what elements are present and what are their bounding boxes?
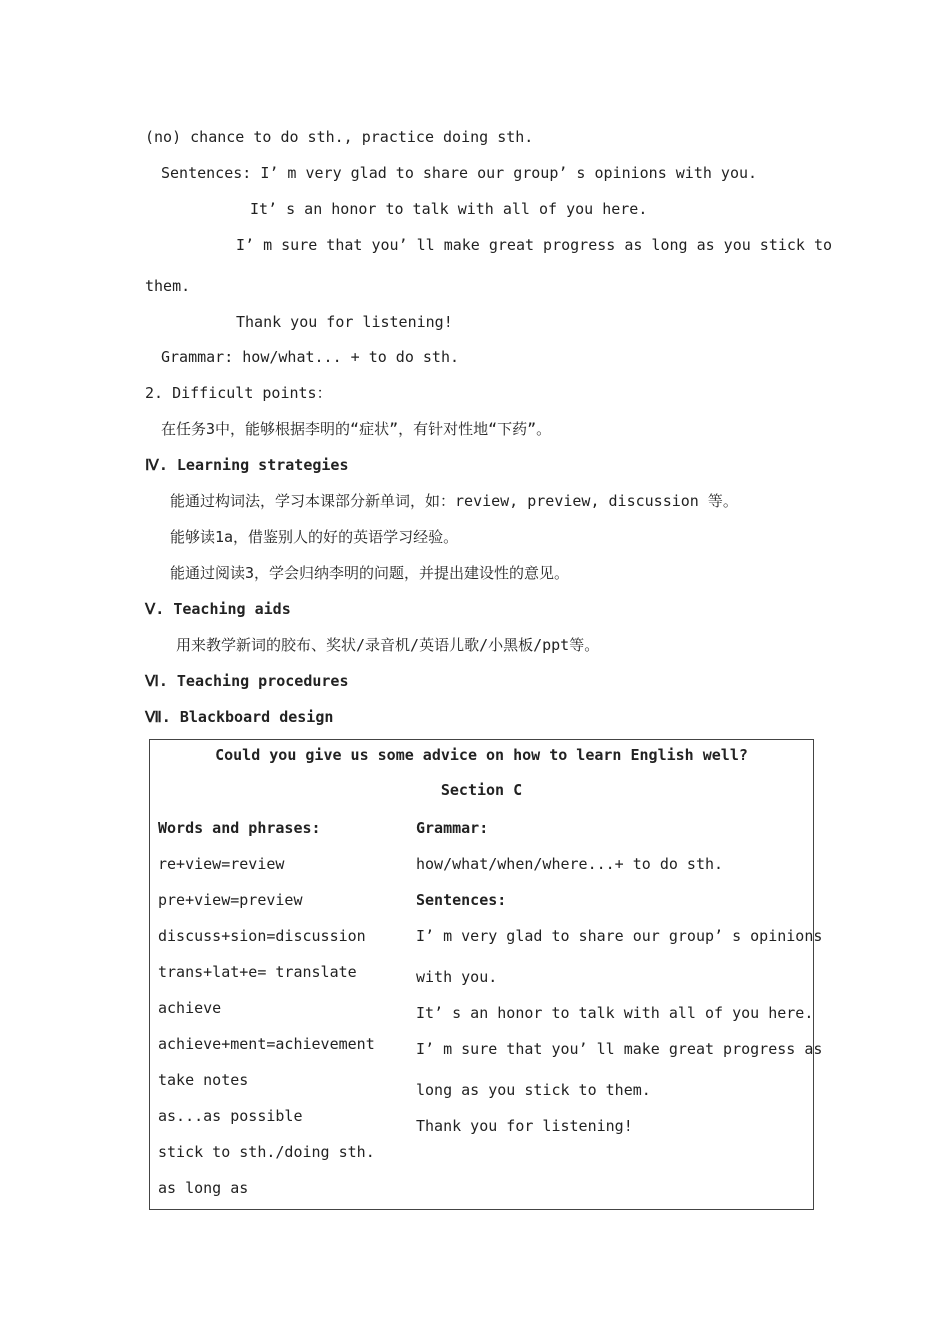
word-item: take notes (158, 1071, 249, 1089)
board-section: Section C (440, 781, 523, 799)
text-line: 能通过构词法，学习本课部分新单词，如：review, preview, discussion 等。 (170, 492, 738, 510)
words-heading: Words and phrases: (158, 819, 321, 837)
sentence-line: I’ m sure that you’ ll make great progress as (416, 1040, 823, 1058)
text-line: 能够读1a，借鉴别人的好的英语学习经验。 (170, 528, 459, 546)
word-item: achieve (158, 999, 222, 1017)
text-line: 在任务3中，能够根据李明的“症状”，有针对性地“下药”。 (161, 420, 552, 438)
grammar-text: how/what/when/where...+ to do sth. (416, 855, 724, 873)
word-item: re+view=review (158, 855, 285, 873)
sentence-line: long as you stick to them. (416, 1081, 651, 1099)
text-line: Grammar: how/what... + to do sth. (161, 348, 460, 366)
section-heading: Ⅶ. Blackboard design (145, 708, 334, 726)
word-item: trans+lat+e= translate (158, 963, 357, 981)
text-line: 能通过阅读3，学会归纳李明的问题，并提出建设性的意见。 (170, 564, 570, 582)
text-line: I’ m sure that you’ ll make great progress as long as you stick to (236, 236, 833, 254)
grammar-heading: Grammar: (416, 819, 489, 837)
sentence-line: Thank you for listening! (416, 1117, 633, 1135)
sentence-line: I’ m very glad to share our group’ s opinions (416, 927, 823, 945)
text-line: It’ s an honor to talk with all of you here. (250, 200, 648, 218)
sentences-heading: Sentences: (416, 891, 507, 909)
sentence-line: It’ s an honor to talk with all of you here. (416, 1004, 814, 1022)
blackboard-design-box (149, 739, 823, 1210)
sentence-line: with you. (416, 968, 498, 986)
text-line: Sentences: I’ m very glad to share our group’ s opinions with you. (161, 164, 758, 182)
word-item: discuss+sion=discussion (158, 927, 366, 945)
word-item: pre+view=preview (158, 891, 303, 909)
word-item: achieve+ment=achievement (158, 1035, 375, 1053)
section-heading: Ⅴ. Teaching aids (145, 600, 291, 618)
board-title: Could you give us some advice on how to learn English well? (215, 746, 748, 764)
section-heading: Ⅵ. Teaching procedures (145, 672, 349, 690)
text-line: (no) chance to do sth., practice doing sth. (145, 128, 534, 146)
word-item: stick to sth./doing sth. (158, 1143, 375, 1161)
word-item: as long as (158, 1179, 249, 1197)
text-line: 2. Difficult points： (145, 384, 332, 402)
text-line: Thank you for listening! (236, 313, 453, 331)
section-heading: Ⅳ. Learning strategies (145, 456, 349, 474)
text-line: 用来教学新词的胶布、奖状/录音机/英语儿歌/小黑板/ppt等。 (176, 636, 600, 654)
text-line: them. (145, 277, 191, 295)
word-item: as...as possible (158, 1107, 303, 1125)
